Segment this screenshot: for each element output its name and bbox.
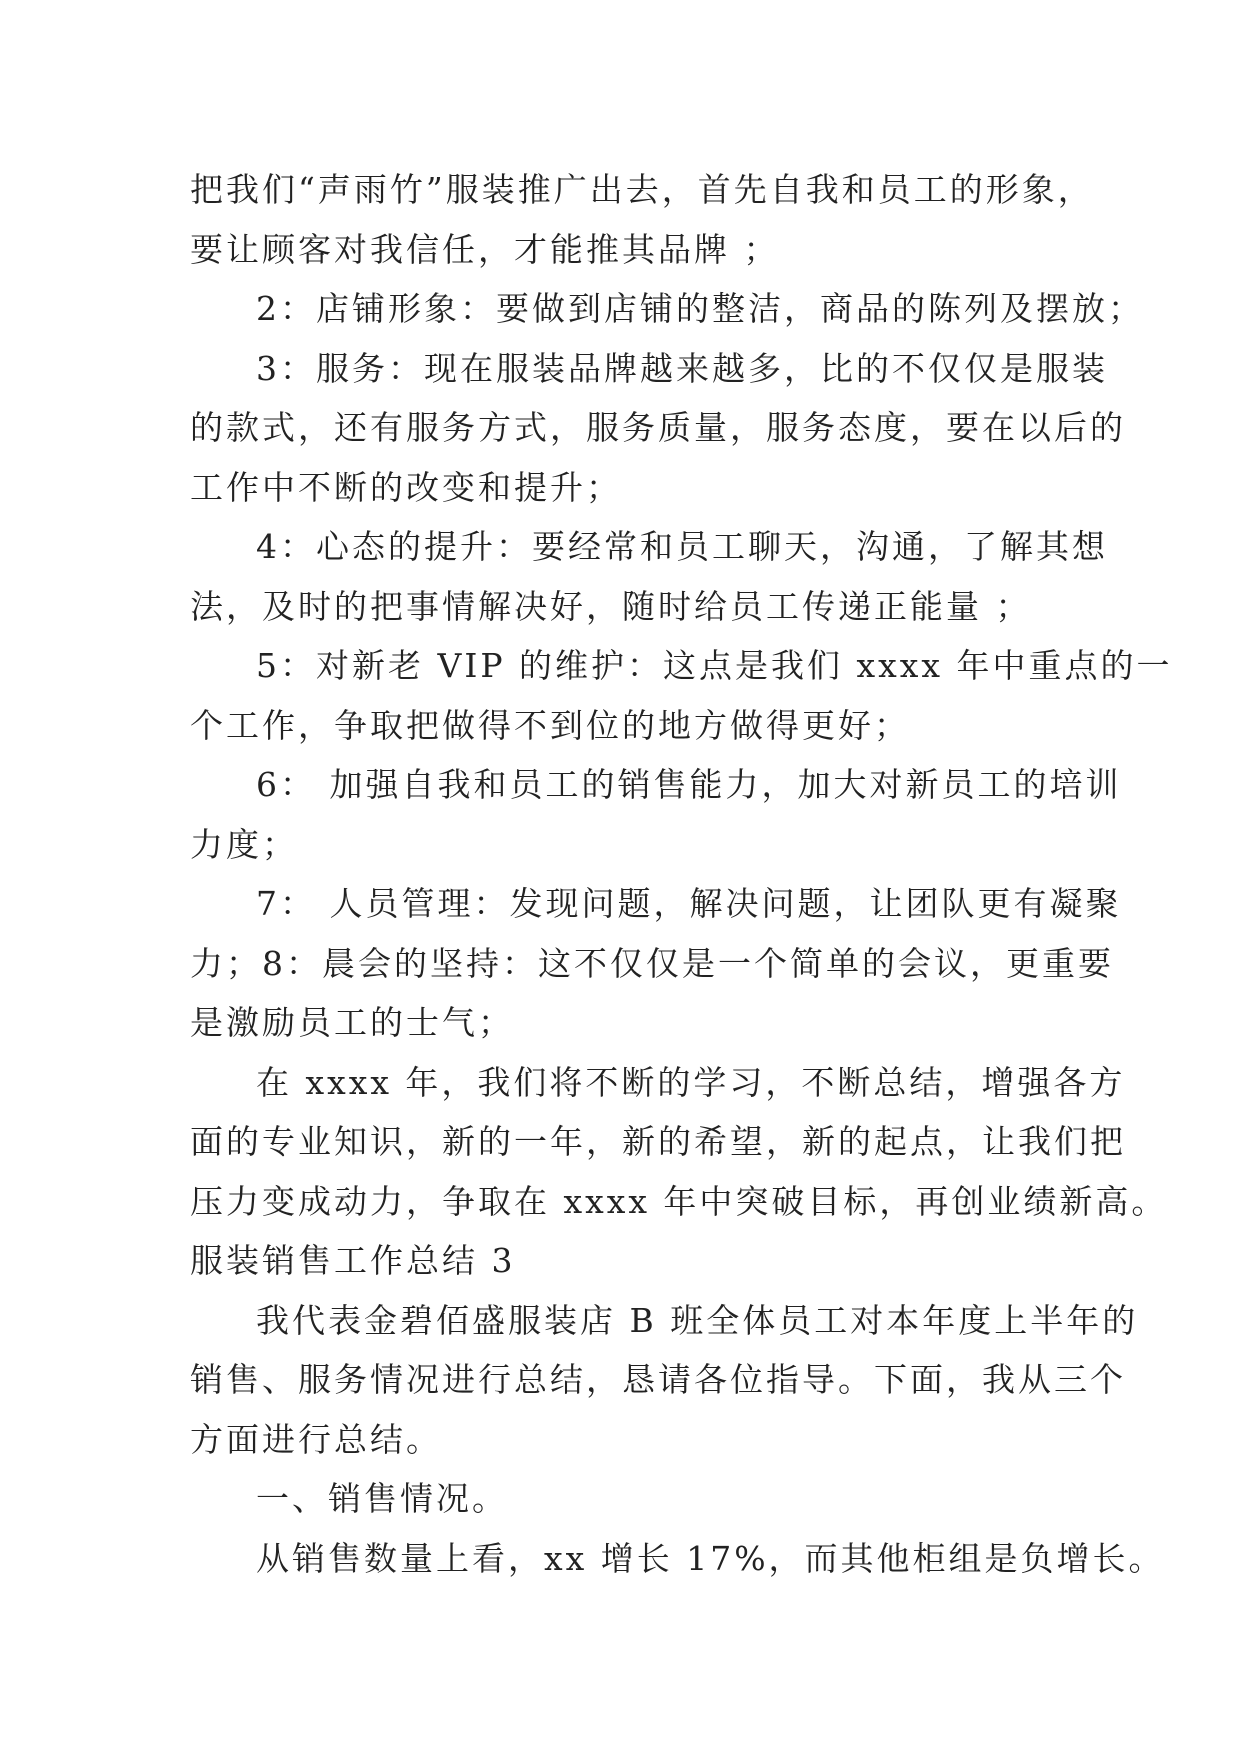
paragraph-conclusion: 在 xxxx 年，我们将不断的学习，不断总结，增强各方 [256,1062,1126,1102]
subsection-heading: 一、销售情况。 [256,1479,508,1518]
body-text-line: 是激励员工的士气； [190,1003,514,1042]
body-text-line: 销售、服务情况进行总结，恳请各位指导。下面，我从三个 [190,1360,1126,1399]
body-text-line: 个工作，争取把做得不到位的地方做得更好； [190,705,910,745]
body-text-line: 力；8：晨会的坚持：这不仅仅是一个简单的会议，更重要 [190,943,1114,983]
body-text-line: 方面进行总结。 [190,1419,442,1459]
list-item-staff-management: 7： 人员管理：发现问题，解决问题，让团队更有凝聚 [256,884,1122,923]
body-text-line: 的款式，还有服务方式，服务质量，服务态度，要在以后的 [190,408,1126,447]
list-item-sales-ability: 6： 加强自我和员工的销售能力，加大对新员工的培训 [256,765,1122,804]
list-item-service: 3：服务：现在服装品牌越来越多，比的不仅仅是服装 [256,348,1108,388]
body-text-line: 把我们“声雨竹”服装推广出去，首先自我和员工的形象， [190,170,1094,209]
body-text-line: 力度； [190,824,298,864]
document-body [190,160,1173,1588]
paragraph-sales: 从销售数量上看，xx 增长 17%，而其他柜组是负增长。 [256,1538,1165,1578]
body-text-line: 面的专业知识，新的一年，新的希望，新的起点，让我们把 [190,1122,1126,1161]
list-item-mindset: 4：心态的提升：要经常和员工聊天，沟通，了解其想 [256,527,1108,566]
section-heading: 服装销售工作总结 3 [190,1241,516,1280]
body-text-line: 工作中不断的改变和提升； [190,467,622,507]
list-item-vip: 5：对新老 VIP 的维护：这点是我们 xxxx 年中重点的一 [256,646,1173,685]
body-text-line: 压力变成动力，争取在 xxxx 年中突破目标，再创业绩新高。 [190,1181,1168,1221]
body-text-line: 要让顾客对我信任，才能推其品牌 ； [190,229,780,269]
paragraph-intro: 我代表金碧佰盛服装店 B 班全体员工对本年度上半年的 [256,1300,1139,1340]
list-item-store-image: 2：店铺形象：要做到店铺的整洁，商品的陈列及摆放； [256,289,1144,328]
body-text-line: 法，及时的把事情解决好，随时给员工传递正能量 ； [190,586,1032,626]
